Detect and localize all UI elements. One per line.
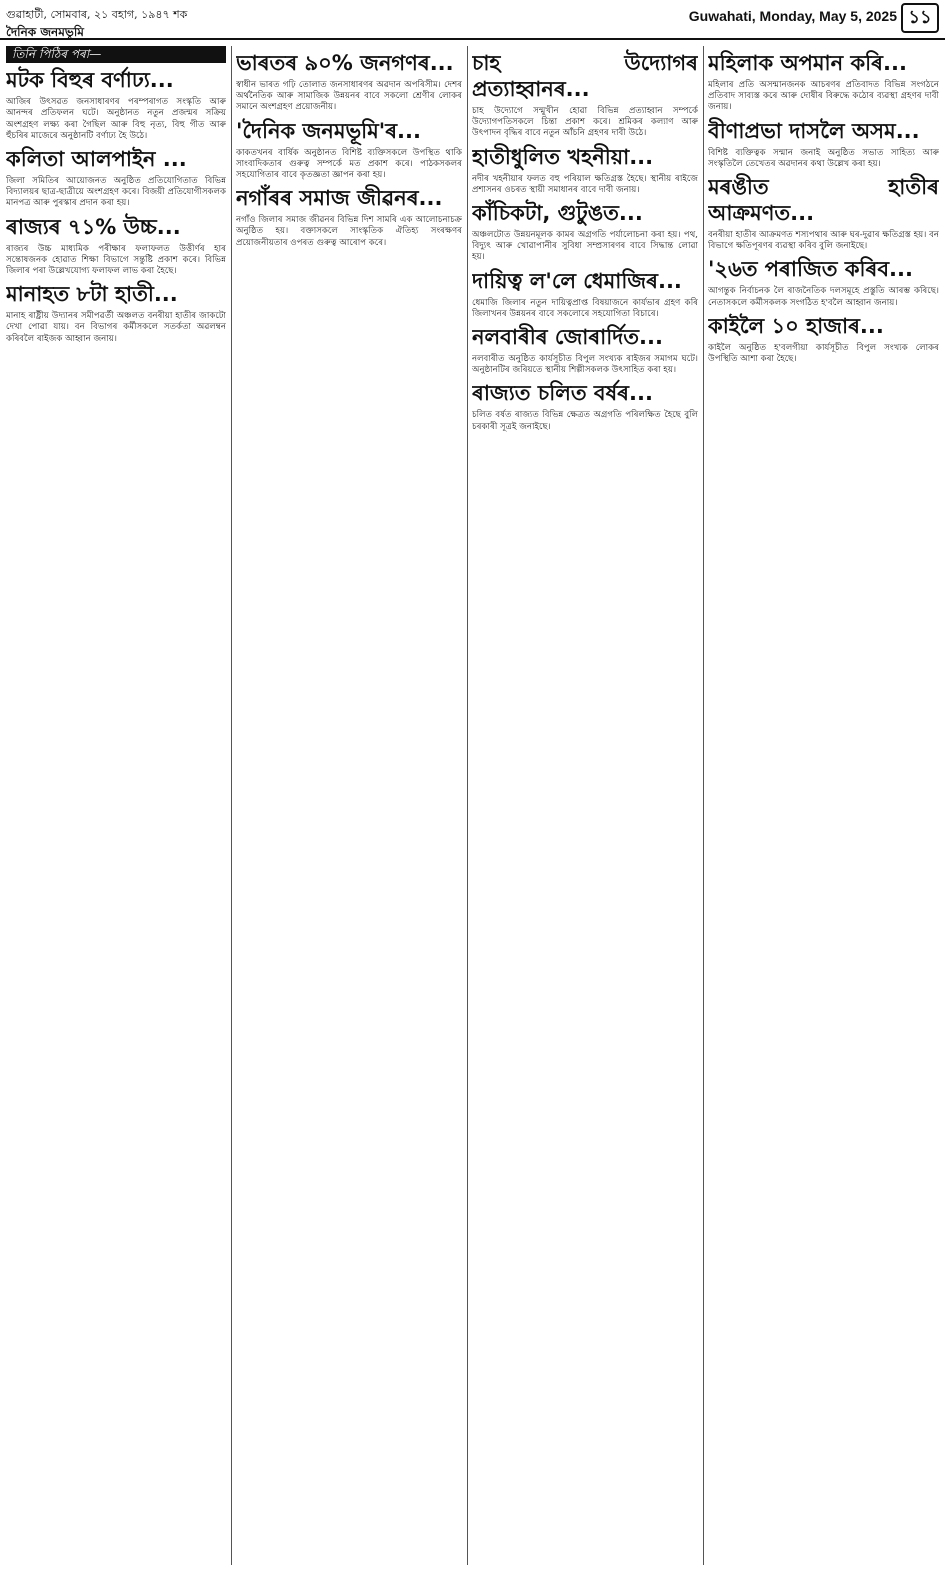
column-1 [6, 46, 226, 1565]
headline: ৰাজ্যত চলিত বৰ্ষৰ... [472, 381, 653, 406]
article-body: আজিৰ উৎসৱত জনসাধাৰণৰ পৰম্পৰাগত সংস্কৃতি আৰু আনন্দৰ প্ৰতিফলন ঘটে। অনুষ্ঠানত নতুন প্ৰজন্মৰ সক্ৰিয় অংশগ্ৰহণ লক্ষ্য কৰা গৈছিল আৰু বিহু নৃত্য, বিহু গীত আৰু হুঁচৰিৰ মাজেৰে অনুষ্ঠানটি বৰ্ণাঢ্য হৈ উঠে। [6, 97, 226, 141]
headline: চাহ উদ্যোগৰ প্ৰত্যাহ্বানৰ... [472, 51, 698, 101]
headline: কলিতা আলপাইন ... [6, 147, 187, 172]
headline: কাঁচিকটা, গুটুঙত... [472, 201, 643, 226]
headline: নগাঁৰৰ সমাজ জীৱনৰ... [236, 186, 443, 211]
headline: ভাৰতৰ ৯০% জনগণৰ... [236, 51, 454, 75]
headline: মৰঙীত হাতীৰ আক্ৰমণত... [708, 175, 939, 226]
article-body: নদীৰ খহনীয়াৰ ফলত বহু পৰিয়াল ক্ষতিগ্ৰস্ত হৈছে। স্থানীয় ৰাইজে প্ৰশাসনৰ ওচৰত স্থায়ী সমাধানৰ বাবে দাবী জনায়। [472, 173, 698, 195]
article-body: ধেমাজি জিলাৰ নতুন দায়িত্বপ্ৰাপ্ত বিষয়াজনে কাৰ্যভাৰ গ্ৰহণ কৰি জিলাখনৰ উন্নয়নৰ বাবে সকলোৰে সহযোগিতা বিচাৰে। [472, 297, 698, 319]
article-body: কাকতখনৰ বাৰ্ষিক অনুষ্ঠানত বিশিষ্ট ব্যক্তিসকলে উপস্থিত থাকি সাংবাদিকতাৰ গুৰুত্ব সম্পৰ্কে মত প্ৰকাশ কৰে। পাঠকসকলৰ সহযোগিতাৰ বাবে কৃতজ্ঞতা জ্ঞাপন কৰা হয়। [236, 147, 462, 181]
column-4 [708, 46, 939, 1565]
headline: কাইলৈ ১০ হাজাৰ... [708, 313, 884, 338]
column-divider [467, 46, 468, 1565]
headline: 'দৈনিক জনমভূমি'ৰ... [236, 118, 421, 143]
article-body: স্বাধীন ভাৰত গঢ়ি তোলাত জনসাধাৰণৰ অৱদান অপৰিসীম। দেশৰ অৰ্থনৈতিক আৰু সামাজিক উন্নয়নৰ বাবে সকলো শ্ৰেণীৰ লোকৰ সমানে অংশগ্ৰহণ প্ৰয়োজনীয়। [236, 80, 462, 113]
article-body: আগন্তুক নিৰ্বাচনক লৈ ৰাজনৈতিক দলসমূহে প্ৰস্তুতি আৰম্ভ কৰিছে। নেতাসকলে কৰ্মীসকলক সংগঠিত হ'বলৈ আহ্বান জনায়। [708, 286, 939, 308]
article-body: কাইলৈ অনুষ্ঠিত হ'বলগীয়া কাৰ্যসূচীত বিপুল সংখ্যক লোকৰ উপস্থিতি আশা কৰা হৈছে। [708, 342, 939, 365]
headline: দায়িত্ব ল'লে ধেমাজিৰ... [472, 268, 682, 293]
header-rule [0, 38, 945, 40]
article-body: মানাহ ৰাষ্ট্ৰীয় উদ্যানৰ সমীপৱৰ্তী অঞ্চলত বনৰীয়া হাতীৰ জাকটো দেখা পোৱা যায়। বন বিভাগৰ কৰ্মীসকলে সতৰ্কতা অৱলম্বন কৰিবলৈ ৰাইজক আহ্বান জনায়। [6, 311, 226, 344]
article-body: ৰাজ্যৰ উচ্চ মাধ্যমিক পৰীক্ষাৰ ফলাফলত উত্তীৰ্ণৰ হাৰ সন্তোষজনক হোৱাত শিক্ষা বিভাগে সন্তুষ্টি প্ৰকাশ কৰে। বিভিন্ন জিলাৰ পৰা উল্লেখযোগ্য ফলাফল লাভ কৰা হৈছে। [6, 243, 226, 277]
headline: '২৬ত পৰাজিত কৰিব... [708, 257, 913, 282]
article-body: নলবাৰীত অনুষ্ঠিত কাৰ্যসূচীত বিপুল সংখ্যক ৰাইজৰ সমাগম ঘটে। অনুষ্ঠানটিৰ জৰিয়তে স্থানীয় শিল্পীসকলক উৎসাহিত কৰা হয়। [472, 354, 698, 376]
section-brand: দৈনিক জনমভূমি [6, 25, 84, 39]
header-date-english: Guwahati, Monday, May 5, 2025 [688, 8, 897, 24]
article-body: নগাঁও জিলাৰ সমাজ জীৱনৰ বিভিন্ন দিশ সামৰি এক আলোচনাচক্ৰ অনুষ্ঠিত হয়। বক্তাসকলে সাংস্কৃতিক ঐতিহ্য সংৰক্ষণৰ প্ৰয়োজনীয়তাৰ ওপৰত গুৰুত্ব আৰোপ কৰে। [236, 215, 462, 248]
headline: বীণাপ্ৰভা দাসলৈ অসম... [708, 118, 920, 143]
column-divider [703, 46, 704, 1565]
page-number: ১১ [901, 3, 939, 33]
column-3 [472, 46, 698, 1565]
headline: মহিলাক অপমান কৰি... [708, 51, 907, 75]
continued-label: তিনি পিঠিৰ পৰা— [6, 46, 226, 63]
article-body: বিশিষ্ট ব্যক্তিত্বক সন্মান জনাই অনুষ্ঠিত সভাত সাহিত্য আৰু সংস্কৃতিলৈ তেখেতৰ অৱদানৰ কথা উল্লেখ কৰা হয়। [708, 147, 939, 169]
article-body: বনৰীয়া হাতীৰ আক্ৰমণত শস্যপথাৰ আৰু ঘৰ-দুৱাৰ ক্ষতিগ্ৰস্ত হয়। বন বিভাগে ক্ষতিপূৰণৰ ব্যৱস্থা কৰিব বুলি জনাইছে। [708, 230, 939, 252]
article-body: মহিলাৰ প্ৰতি অসন্মানজনক আচৰণৰ প্ৰতিবাদত বিভিন্ন সংগঠনে প্ৰতিবাদ সাব্যস্ত কৰে আৰু দোষীৰ বিৰুদ্ধে কঠোৰ ব্যৱস্থা গ্ৰহণৰ দাবী জনায়। [708, 80, 939, 113]
headline: মানাহত ৮টা হাতী... [6, 282, 178, 307]
article-body: চাহ উদ্যোগে সন্মুখীন হোৱা বিভিন্ন প্ৰত্যাহ্বান সম্পৰ্কে উদ্যোগপতিসকলে চিন্তা প্ৰকাশ কৰে। শ্ৰমিকৰ কল্যাণ আৰু উৎপাদন বৃদ্ধিৰ বাবে নতুন আঁচনি গ্ৰহণৰ দাবী উঠে। [472, 106, 698, 139]
headline: ৰাজ্যৰ ৭১% উচ্চ... [6, 214, 181, 239]
page-header [0, 0, 945, 40]
column-2 [236, 46, 462, 1565]
headline: হাতীধুলিত খহনীয়া... [472, 144, 654, 169]
headline: মটক বিহুৰ বৰ্ণাঢ্য... [6, 68, 174, 93]
article-body: চলিত বৰ্ষত ৰাজ্যত বিভিন্ন ক্ষেত্ৰত অগ্ৰগতি পৰিলক্ষিত হৈছে বুলি চৰকাৰী সূত্ৰই জনাইছে। [472, 410, 698, 432]
article-body: জিলা সমিতিৰ আয়োজনত অনুষ্ঠিত প্ৰতিযোগিতাত বিভিন্ন বিদ্যালয়ৰ ছাত্ৰ-ছাত্ৰীয়ে অংশগ্ৰহণ কৰে। বিজয়ী প্ৰতিযোগীসকলক মানপত্ৰ আৰু পুৰস্কাৰ প্ৰদান কৰা হয়। [6, 176, 226, 209]
header-date-assamese: গুৱাহাটী, সোমবাৰ, ২১ বহাগ, ১৯৪৭ শক [6, 8, 188, 21]
column-divider [231, 46, 232, 1565]
headline: নলবাৰীৰ জোৰাৰ্দিত... [472, 325, 663, 350]
article-body: অঞ্চলটোত উন্নয়নমূলক কামৰ অগ্ৰগতি পৰ্যালোচনা কৰা হয়। পথ, বিদ্যুৎ আৰু খোৱাপানীৰ সুবিধা সম্প্ৰসাৰণৰ বাবে সিদ্ধান্ত লোৱা হয়। [472, 230, 698, 263]
